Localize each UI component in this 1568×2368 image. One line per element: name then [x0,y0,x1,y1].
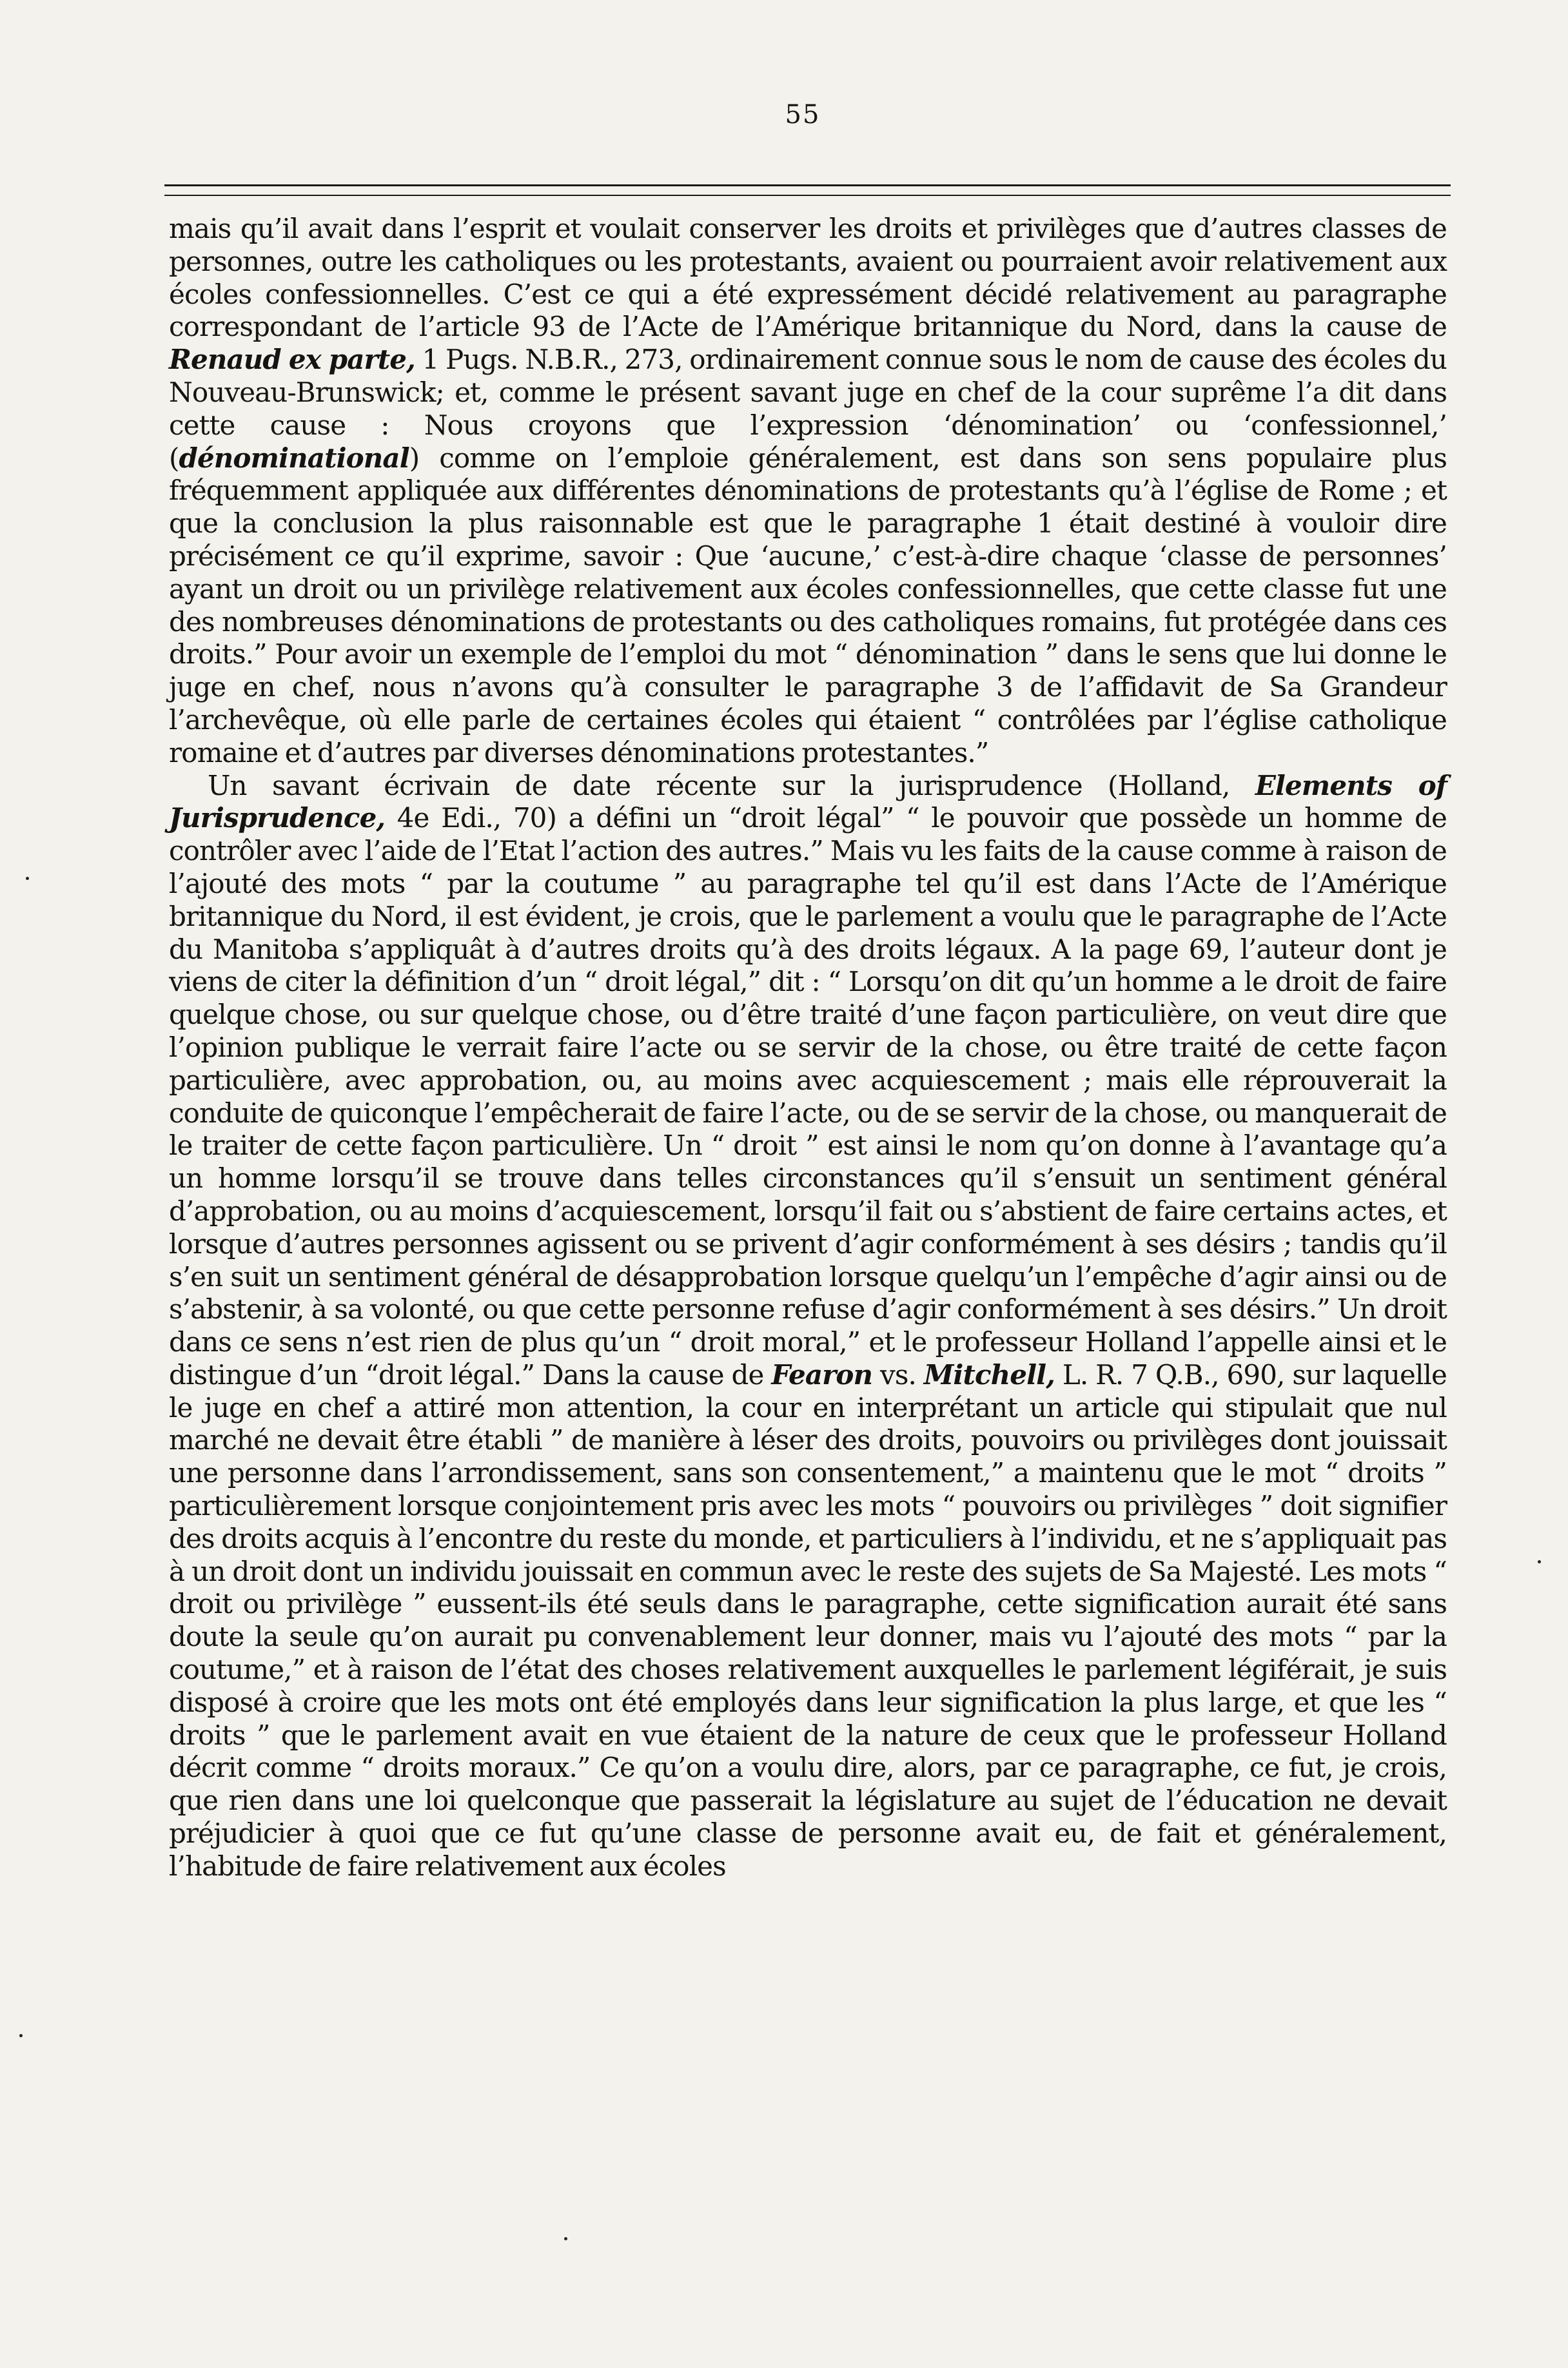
scan-speck [564,2237,567,2240]
italic-citation: Fearon [771,1358,873,1391]
italic-citation: dénominational [179,442,409,474]
paragraph-continuation [169,213,1447,770]
text-run: 4e Edi., 70) a défini un “droit légal” “ le pouvoir que possède un homme de contrôler avec l’aide de l’Etat l’action des autres.” Mais vu les faits de la cause comme à raison de l’ajouté des mots “ par la coutume ” au paragraphe tel qu’il est dans l’Acte de l’Amérique britannique du Nord, il est évident, je crois, que le parlement a voulu que le paragraphe de l’Acte du Manitoba s’appliquât à d’autres droits qu’à des droits légaux. A la page 69, l’auteur dont je viens de citer la définition d’un “ droit légal,” dit : “ Lorsqu’on dit qu’un homme a le droit de faire quelque chose, ou sur quelque chose, ou d’être traité d’une façon particulière, on veut dire que l’opinion publique le verrait faire l’acte ou se servir de la chose, ou être traité de cette façon particulière, avec approbation, ou, au moins avec acquiescement ; mais elle réprouverait la conduite de quiconque l’empêcherait de faire l’acte, ou de se servir de la chose, ou manquerait de le traiter de cette façon particulière. Un “ droit ” est ainsi le nom qu’on donne à l’avantage qu’a un homme lorsqu’il se trouve dans telles circonstances qu’il s’ensuit un sentiment général d’approbation, ou au moins d’acquiescement, lorsqu’il fait ou s’abstient de faire certains actes, et lorsque d’autres personnes agissent ou se privent d’agir conformément à ses désirs ; tandis qu’il s’en suit un sentiment général de désapprobation lorsque quelqu’un l’empêche d’agir ainsi ou de s’abstenir, à sa volonté, ou que cette personne refuse d’agir conformément à ses désirs.” Un droit dans ce sens n’est rien de plus qu’un “ droit moral,” et le professeur Holland l’appelle ainsi et le distingue d’un “droit légal.” Dans la cause de [169,802,1447,1391]
scan-speck [26,877,29,880]
italic-citation: Renaud ex parte, [169,344,415,376]
body-text [169,213,1447,1883]
text-run: vs. [872,1358,924,1391]
scan-speck [19,2034,23,2037]
header-rule-thin [164,195,1451,196]
text-run: L. R. 7 Q.B., 690, sur laquelle le juge en chef a attiré mon attention, la cour en interprétant un article qui stipulait que nul marché ne devait être établi ” de manière à léser des droits, pouvoirs ou privilèges dont jouissait une personne dans l’arrondissement, sans son consentement,” a maintenu que le mot “ droits ” particulièrement lorsque conjointement pris avec les mots “ pouvoirs ou privilèges ” doit signifier des droits acquis à l’encontre du reste du monde, et particuliers à l’individu, et ne s’appliquait pas à un droit dont un individu jouissait en commun avec le reste des sujets de Sa Majesté. Les mots “ droit ou privilège ” eussent-ils été seuls dans le paragraphe, cette signification aurait été sans doute la seule qu’on aurait pu convenablement leur donner, mais vu l’ajouté des mots “ par la coutume,” et à raison de l’état des choses relativement auxquelles le parlement légiférait, je suis disposé à croire que les mots ont été employés dans leur signification la plus large, et que les “ droits ” que le parlement avait en vue étaient de la nature de ceux que le professeur Holland décrit comme “ droits moraux.” Ce qu’on a voulu dire, alors, par ce paragraphe, ce fut, je crois, que rien dans une loi quelconque que passerait la législature au sujet de l’éducation ne devait préjudicier à quoi que ce fut qu’une classe de personne avait eu, de fait et généralement, l’habitude de faire relativement aux écoles [169,1358,1447,1882]
italic-citation: Mitchell, [923,1358,1055,1391]
text-run: ) comme on l’emploie généralement, est dans son sens populaire plus fréquemment appliquée aux différentes dénominations de protestants qu’à l’église de Rome ; et que la conclusion la plus raisonnable est que le paragraphe 1 était destiné à vouloir dire précisément ce qu’il exprime, savoir : Que ‘aucune,’ c’est-à-dire chaque ‘classe de personnes’ ayant un droit ou un privilège relativement aux écoles confessionnelles, que cette classe fut une des nombreuses dénominations de protestants ou des catholiques romains, fut protégée dans ces droits.” Pour avoir un exemple de l’emploi du mot “ dénomination ” dans le sens que lui donne le juge en chef, nous n’avons qu’à consulter le paragraphe 3 de l’affidavit de Sa Grandeur l’archevêque, où elle parle de certaines écoles qui étaient “ contrôlées par l’église catholique romaine et d’autres par diverses dénominations protestantes.” [169,442,1447,768]
text-run: 1 Pugs. N.B.R., 273, ordinairement connue sous le nom de cause des écoles du Nouveau-Brunswick; et, comme le présent savant juge en chef de la cour suprême l’a dit dans cette cause : Nous croyons que l’expression ‘dénomination’ ou ‘confessionnel,’ ( [169,344,1447,474]
page-number: 55 [785,100,821,130]
text-run: Un savant écrivain de date récente sur la jurisprudence (Holland, [208,769,1255,801]
italic-citation: Elements of Jurisprudence, [169,769,1447,834]
scan-speck [1538,1560,1541,1563]
paragraph-holland [169,770,1447,1883]
text-run: mais qu’il avait dans l’esprit et voulait conserver les droits et privilèges que d’autres classes de personnes, outre les catholiques ou les protestants, avaient ou pourraient avoir relativement aux écoles confessionnelles. C’est ce qui a été expressément décidé relativement au paragraphe correspondant de l’article 93 de l’Acte de l’Amérique britannique du Nord, dans la cause de [169,213,1447,343]
header-rule [164,184,1451,186]
